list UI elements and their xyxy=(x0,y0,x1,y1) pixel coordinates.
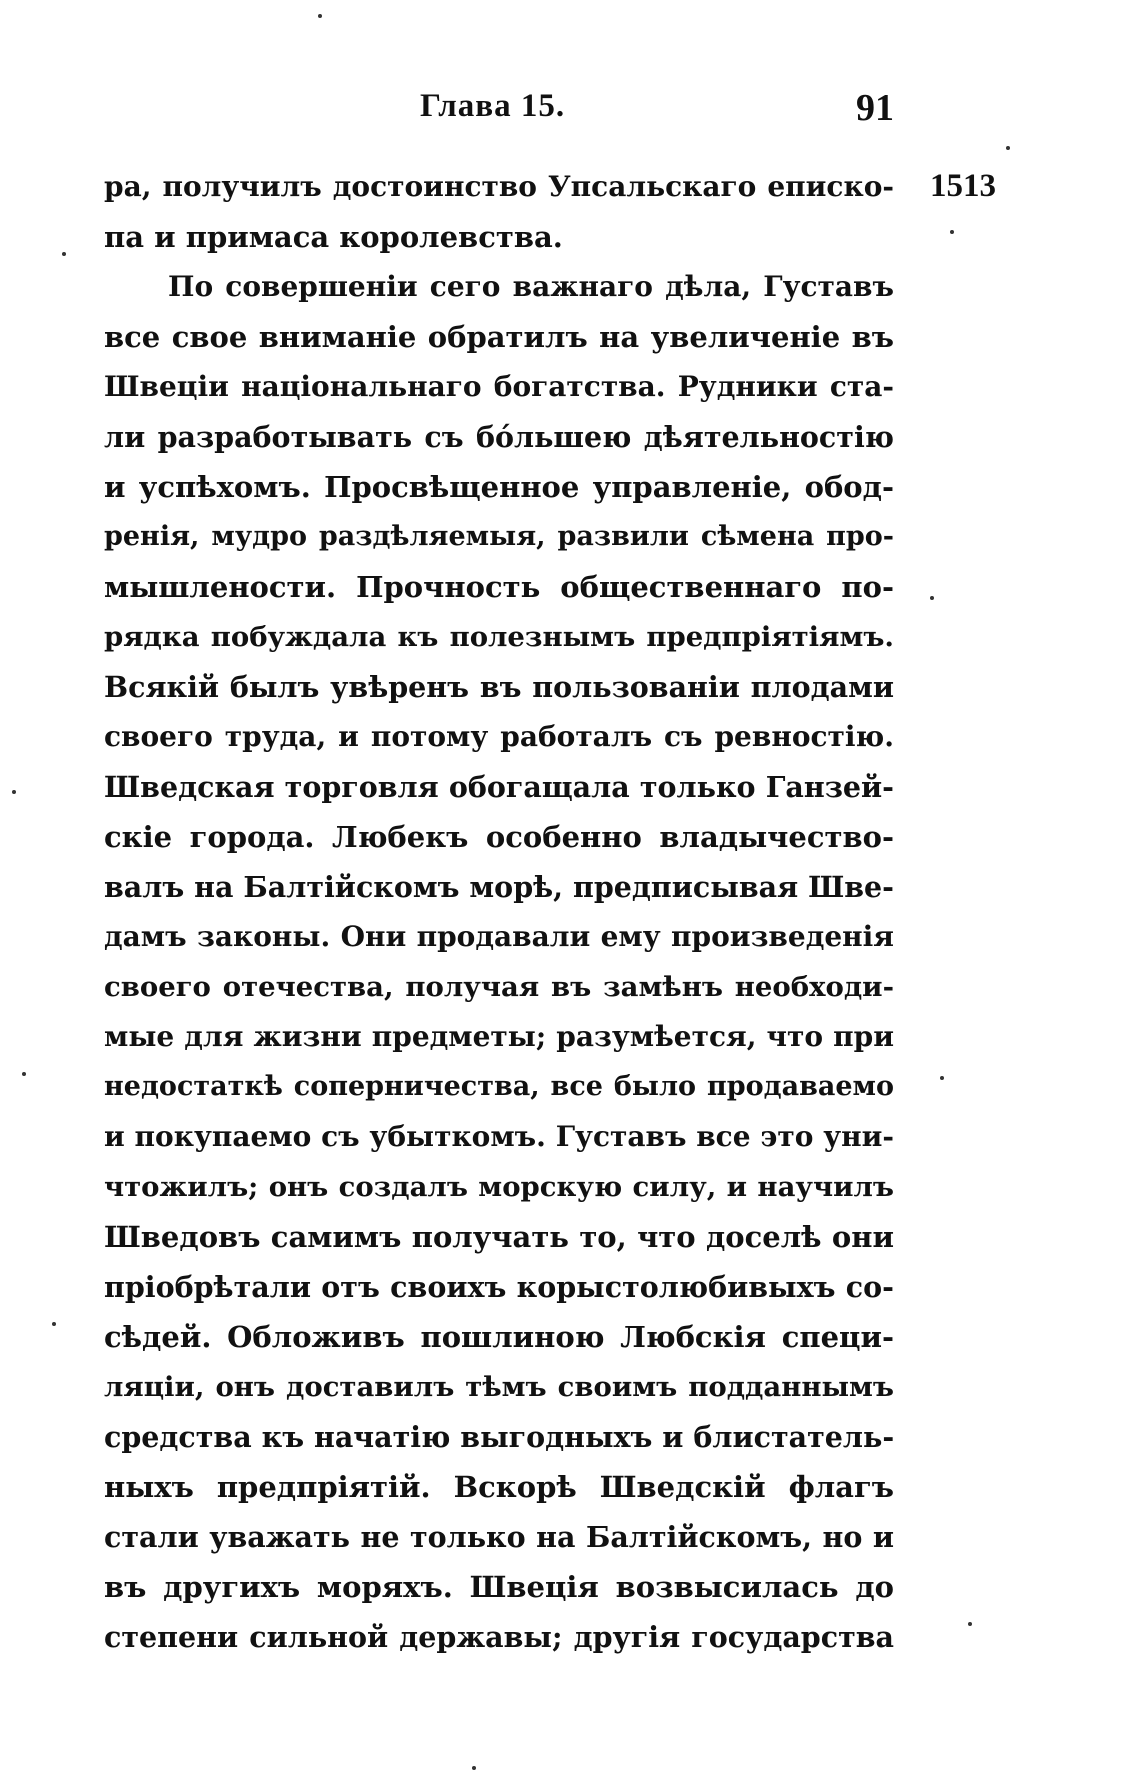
text-line: скіе города. Любекъ особенно владычество- xyxy=(104,820,894,854)
text-line: сѣдей. Обложивъ пошлиною Любскія специ- xyxy=(104,1320,894,1354)
scan-speck xyxy=(318,14,322,18)
text-line: недостаткѣ соперничества, все было продаваемо xyxy=(104,1071,894,1102)
scan-speck xyxy=(940,1076,944,1080)
scan-speck xyxy=(62,252,66,256)
text-line: степени сильной державы; другія государства xyxy=(104,1620,894,1654)
scan-speck xyxy=(1006,146,1010,150)
body-text xyxy=(104,162,894,1662)
text-line: рядка побуждала къ полезнымъ предпріятіямъ. xyxy=(104,621,894,653)
text-line: средства къ начатію выгодныхъ и блистатель- xyxy=(104,1420,895,1454)
text-line: ныхъ предпріятій. Вскорѣ Шведскій флагъ xyxy=(104,1470,894,1504)
running-head xyxy=(104,88,894,138)
text-line: ренія, мудро раздѣляемыя, развили сѣмена про- xyxy=(104,521,894,552)
text-line: и успѣхомъ. Просвѣщенное управленіе, обод- xyxy=(104,470,894,504)
page-number: 91 xyxy=(856,87,894,129)
text-line: Швеціи національнаго богатства. Рудники ста- xyxy=(104,370,894,403)
text-line: мые для жизни предметы; разумѣется, что при xyxy=(104,1020,894,1053)
text-line: ляціи, онъ доставилъ тѣмъ своимъ подданнымъ xyxy=(104,1371,894,1403)
text-line: все свое вниманіе обратилъ на увеличеніе въ xyxy=(104,320,894,354)
text-line: ра, получилъ достоинство Упсальскаго еписко- xyxy=(104,170,894,203)
text-line: По совершеніи сего важнаго дѣла, Густавъ xyxy=(168,270,894,303)
margin-year-note: 1513 xyxy=(930,168,996,204)
text-line: своего труда, и потому работалъ съ ревностію. xyxy=(104,720,894,753)
text-line: и покупаемо съ убыткомъ. Густавъ все это уни- xyxy=(104,1120,894,1153)
text-line: стали уважать не только на Балтійскомъ, но и xyxy=(104,1520,894,1554)
scan-speck xyxy=(22,1072,26,1076)
scan-speck xyxy=(472,1766,476,1770)
text-line: Шведская торговля обогащала только Ганзей- xyxy=(104,770,894,804)
scan-speck xyxy=(950,230,954,234)
text-line: чтожилъ; онъ создалъ морскую силу, и научилъ xyxy=(104,1171,894,1203)
chapter-title: Глава 15. xyxy=(420,88,566,124)
text-line: мышлености. Прочность общественнаго по- xyxy=(104,570,894,604)
text-line: па и примаса королевства. xyxy=(104,220,563,254)
scan-speck xyxy=(930,596,934,600)
scan-speck xyxy=(12,790,16,794)
text-line: Всякій былъ увѣренъ въ пользованіи плодами xyxy=(104,670,894,704)
text-line: валъ на Балтійскомъ морѣ, предписывая Шве- xyxy=(104,870,894,904)
scan-speck xyxy=(52,1322,56,1326)
text-line: дамъ законы. Они продавали ему произведенія xyxy=(104,920,894,953)
text-line: Шведовъ самимъ получать то, что доселѣ они xyxy=(104,1220,894,1254)
scan-speck xyxy=(968,1622,972,1626)
text-line: въ другихъ моряхъ. Швеція возвысилась до xyxy=(104,1570,894,1604)
text-line: ли разработывать съ бо́льшею дѣятельностію xyxy=(104,420,894,454)
text-line: своего отечества, получая въ замѣнъ необходи- xyxy=(104,971,894,1003)
text-line: пріобрѣтали отъ своихъ корыстолюбивыхъ со- xyxy=(104,1270,894,1304)
